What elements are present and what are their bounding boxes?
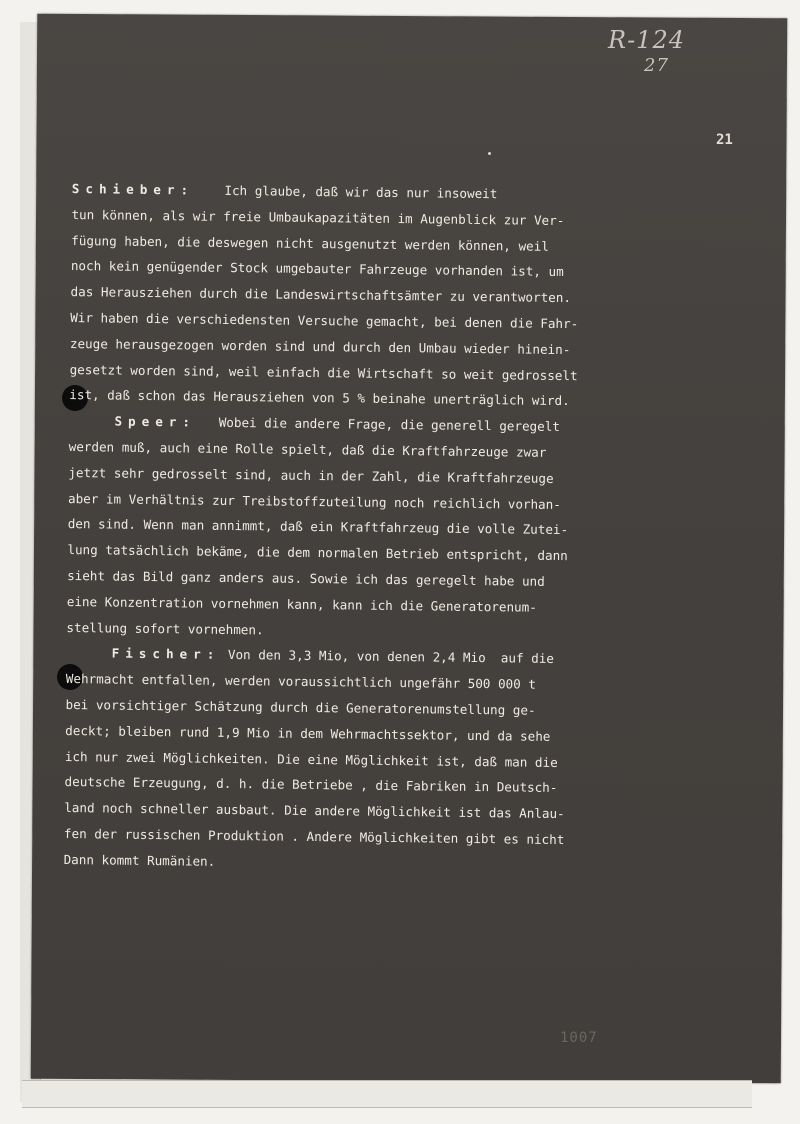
faint-stamp-number: 1007 — [560, 1030, 598, 1046]
page-number: 21 — [716, 132, 733, 148]
text-line: Wobei die andere Frage, die generell geregelt — [218, 414, 561, 435]
text-line: Von den 3,3 Mio, von denen 2,4 Mio auf die — [227, 647, 555, 667]
text-line: Wir haben die verschiedensten Versuche gemacht, bei denen die Fahr- — [70, 309, 579, 332]
text-line: den sind. Wenn man annimmt, daß ein Kraftfahrzeug die volle Zutei- — [67, 516, 569, 538]
speaker-name: Speer: — [114, 413, 197, 430]
text-line: ist, daß schon das Herausziehen von 5 % beinahe unerträglich wird. — [69, 387, 570, 409]
text-line: Ich glaube, daß wir das nur insoweit — [224, 182, 498, 202]
bottom-paper-strip — [22, 1080, 752, 1108]
text-line: bei vorsichtiger Schätzung durch die Generatorenumstellung ge- — [65, 696, 536, 718]
speaker-name: Fischer: — [111, 645, 221, 663]
text-line: gesetzt worden sind, weil einfach die Wirtschaft so weit gedrosselt — [69, 361, 578, 383]
paper-speck — [488, 152, 491, 155]
handwritten-reference — [608, 28, 685, 78]
text-line: tun können, als wir freie Umbaukapazitäten im Augenblick zur Ver- — [71, 206, 565, 228]
text-line: fügung haben, die deswegen nicht ausgenutzt werden können, weil — [71, 232, 549, 254]
text-line: sieht das Bild ganz anders aus. Sowie ich das geregelt habe und — [67, 567, 545, 589]
typed-transcript — [63, 176, 721, 880]
text-line: land noch schneller ausbaut. Die andere Möglichkeit ist das Anlau- — [64, 800, 565, 822]
text-line: deutsche Erzeugung, d. h. die Betriebe , die Fabriken in Deutsch- — [64, 774, 558, 796]
text-line: das Herausziehen durch die Landeswirtschaftsämter zu verantworten. — [70, 284, 572, 306]
speaker-name: Schieber: — [71, 180, 195, 198]
text-line: deckt; bleiben rund 1,9 Mio in dem Wehrmachtssektor, und da sehe — [65, 722, 551, 744]
text-line: aber im Verhältnis zur Treibstoffzuteilung noch reichlich vorhan- — [67, 490, 561, 512]
text-line: ich nur zwei Möglichkeiten. Die eine Möglichkeit ist, daß man die — [64, 748, 558, 770]
text-line: zeuge herausgezogen worden sind und durch den Umbau wieder hinein- — [69, 335, 571, 357]
text-line: stellung sofort vornehmen. — [66, 619, 264, 637]
text-line: lung tatsächlich bekäme, die dem normalen Betrieb entspricht, dann — [67, 542, 568, 564]
handwritten-line-1: R-124 — [608, 26, 685, 54]
text-line: noch kein genügender Stock umgebauter Fahrzeuge vorhanden ist, um — [70, 258, 564, 280]
text-line: Dann kommt Rumänien. — [63, 851, 216, 869]
text-line: jetzt sehr gedrosselt sind, auch in der Zahl, die Kraftfahrzeuge — [68, 464, 554, 486]
text-line: fen der russischen Produktion . Andere Möglichkeiten gibt es nicht — [63, 825, 565, 847]
text-line: Wehrmacht entfallen, werden voraussichtlich ungefähr 500 000 t — [65, 671, 537, 692]
text-line: eine Konzentration vornehmen kann, kann ich die Generatorenum- — [66, 593, 537, 615]
text-line: werden muß, auch eine Rolle spielt, daß die Kraftfahrzeuge zwar — [68, 438, 547, 460]
handwritten-line-2: 27 — [644, 55, 669, 76]
